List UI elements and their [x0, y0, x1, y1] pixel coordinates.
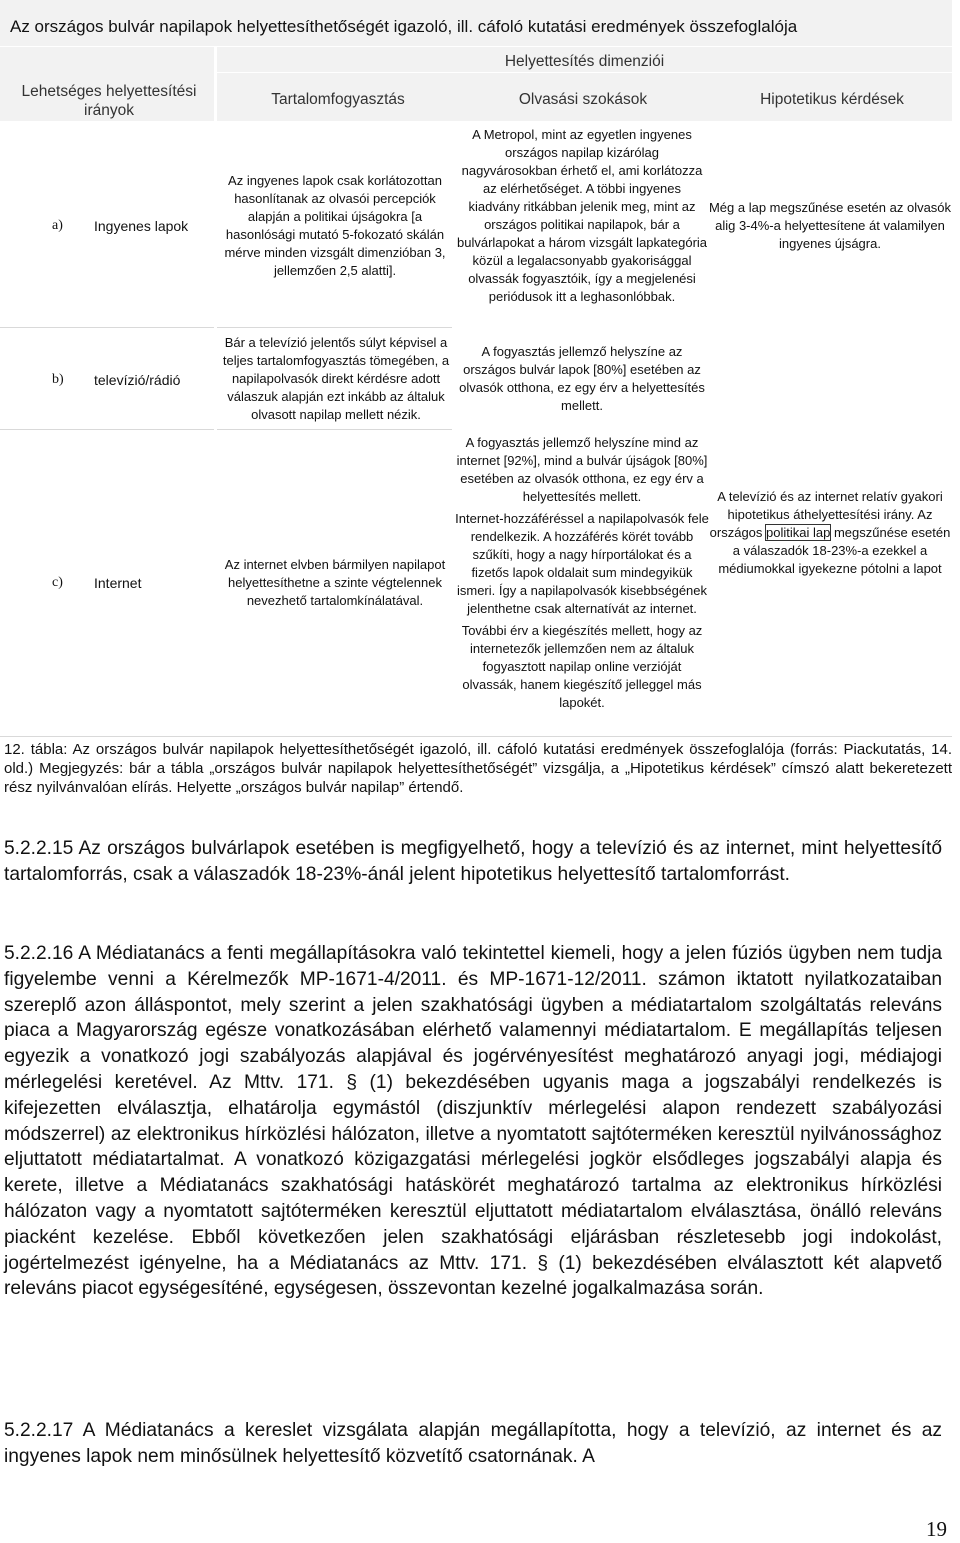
table-title: Az országos bulvár napilapok helyettesíthetőségét igazoló, ill. cáfoló kutatási eredmények összefoglalója: [10, 17, 798, 36]
row-label-tv-radio: televízió/rádió: [94, 372, 181, 388]
boxed-misprint: politikai lap: [766, 525, 831, 540]
row-divider: [217, 429, 452, 430]
table-bottom-border: [0, 736, 952, 737]
reading-cell-tv-radio: A fogyasztás jellemző helyszíne az országos bulvár lapok [80%] esetében az olvasók otthona, ez egy érv a helyettesítés mellett.: [459, 344, 705, 413]
row-divider: [217, 327, 452, 328]
row-divider: [0, 429, 214, 430]
directions-header: Lehetséges helyettesítési irányok: [21, 83, 197, 119]
row-letter: b): [52, 372, 64, 387]
paragraph-5-2-2-15: 5.2.2.15 Az országos bulvárlapok esetében is megfigyelhető, hogy a televízió és az internet, mint helyettesítő tartalomforrás, csak a válaszadók 18-23%-ánál jelent hipotetikus helyettesítő tartalomforrást.: [4, 838, 942, 885]
content-cell-tv-radio: Bár a televízió jelentős súlyt képvisel a teljes tartalomfogyasztás tömegében, a napilapolvasók direkt kérdésre adott válaszuk alapján ezt inkább az általuk olvasott napilap mellett nézik.: [222, 335, 450, 422]
row-letter: a): [52, 218, 63, 233]
hypothetical-cell-internet: [706, 488, 954, 578]
dimensions-header: Helyettesítés dimenziói: [504, 53, 665, 70]
reading-cell-free-papers: A Metropol, mint az egyetlen ingyenes országos napilap kizárólag nagyvárosokban érhető el, ami korlátozza az elérhetőséget. A többi ingyenes kiadvány ritkábban jelenik meg, mint az országos politikai napilapok, bár a bulvárlapokat a három vizsgált lapkategória közül a legalacsonyabb gyakorisággal olvassák fogyasztóik, így a megjelenési periódusok itt a leghasonlóbbak.: [456, 127, 708, 304]
content-cell-internet: Az internet elvben bármilyen napilapot helyettesíthetne a szinte végtelennek nevezhető tartalomkínálatával.: [224, 557, 446, 608]
hypothetical-cell-free-papers: Még a lap megszűnése esetén az olvasók alig 3-4%-a helyettesítene át valamilyen ingyenes újságra.: [708, 200, 952, 251]
content-cell-free-papers: Az ingyenes lapok csak korlátozottan hasonlítanak az olvasói percepciók alapján a politikai újságokra [a hasonlósági mutató 5-fokozató skálán mérve minden vizsgált dimenzióban 3, jellemzően 2,5 alatti].: [224, 173, 446, 278]
table-caption: 12. tábla: Az országos bulvár napilapok helyettesíthetőségét igazoló, ill. cáfoló kutatási eredmények összefoglalója (forrás: Piackutatás, 14. old.) Megjegyzés: bár a tábla „országos bulvár napilapok helyettesíthetőségét” vizsgálja, a „Hipotetikus kérdések” címszó alatt bekeretezett rész nyilvánvalóan elírás. Helyette „országos bulvár napilap” értendő.: [4, 741, 952, 796]
table-title-bar: [0, 0, 952, 47]
hypothetical-internet-text-pre: A televízió és az internet relatív gyakori hipotetikus áthelyettesítési irány. Az országos: [709, 489, 943, 540]
page-number: 19: [926, 1517, 947, 1541]
row-divider: [0, 327, 214, 328]
hypothetical-internet-text-post: megszűnése esetén a válaszadók 18-23%-a ezekkel a médiumokkal igyekezne pótolni a lapot: [718, 525, 951, 576]
row-letter: c): [52, 575, 63, 590]
row-label-internet: Internet: [94, 575, 142, 591]
reading-internet-part-1: A fogyasztás jellemző helyszíne mind az internet [92%], mind a bulvár újságok [80%] esetében az olvasók otthona, ez egy érv a helyettesítés mellett.: [456, 435, 708, 504]
reading-cell-internet: [454, 434, 710, 712]
row-label-free-papers: Ingyenes lapok: [94, 218, 189, 234]
header-divider: [217, 72, 952, 73]
reading-internet-part-3: További érv a kiegészítés mellett, hogy az internetezők jellemzően nem az általuk fogyasztott napilap online verzióját olvassák, hanem kiegészítő jelleggel más lapokét.: [461, 623, 703, 710]
column-header-hypothetical: Hipotetikus kérdések: [760, 91, 904, 108]
column-header-reading: Olvasási szokások: [518, 91, 648, 108]
paragraph-5-2-2-16: 5.2.2.16 A Médiatanács a fenti megállapításokra való tekintettel kiemeli, hogy a jelen fúziós ügyben nem tudja figyelembe venni a Kérelmezők MP-1671-4/2011. és MP-1671-12/2011. számon iktatott nyilatkozataiban szereplő azon álláspontot, mely szerint a jelen szakhatósági ügyben a médiatartalom szolgáltatás releváns piaca a Magyarország egésze vonatkozásában elérhető valamennyi médiatartalom. E megállapítás teljesen egyezik a vonatkozó jogi szabályozás alapjával és jogérvényesítést meghatározó anyagi jogi, médiajogi mérlegelési keretével. Az Mttv. 171. § (1) bekezdésében ugyanis maga a jogszabályi rendelkezés is kifejezetten elválasztja, elhatárolja egymástól (diszjunktív mérlegelési alapon rendezett szabályozási módszerrel) az elektronikus hírközlési hálózaton, illetve a nyomtatott sajtóterméken keresztül nyilvánossághoz eljuttatott médiatartalmat. A vonatkozó közigazgatási mérlegelési jogkör elsődleges jogszabályi alapja és kerete, illetve a Médiatanács szakhatósági hatáskörét meghatározó tartalma az elektronikus hírközlési hálózaton vagy a nyomtatott sajtóterméken keresztül eljuttatott médiatartalom elválasztása, önálló releváns piacként kezelése. Ebből következően jelen szakhatósági eljárásban részletesebb jogi indokolást, jogértelmezést igényelne, ha a Médiatanács az Mttv. 171. § (1) bekezdésében elválasztott két alapvető releváns piacot egységesíténé, egységesen, összevontan kezelné jogalkalmazása során.: [4, 943, 942, 1300]
reading-internet-part-2: Internet-hozzáféréssel a napilapolvasók fele rendelkezik. A hozzáférés körét tovább szűkíti, hogy a nagy hírportálokat és a fizetős lapok oldalait sum mindegyikük ismeri. Így a napilapolvasók kisebbségének jelenthetne csak alternatívát az internet.: [455, 511, 709, 616]
column-header-content: Tartalomfogyasztás: [271, 91, 405, 108]
paragraph-5-2-2-17: 5.2.2.17 A Médiatanács a kereslet vizsgálata alapján megállapította, hogy a televízió, az internet és az ingyenes lapok nem minősülnek helyettesítő közvetítő csatornának. A: [4, 1420, 942, 1467]
